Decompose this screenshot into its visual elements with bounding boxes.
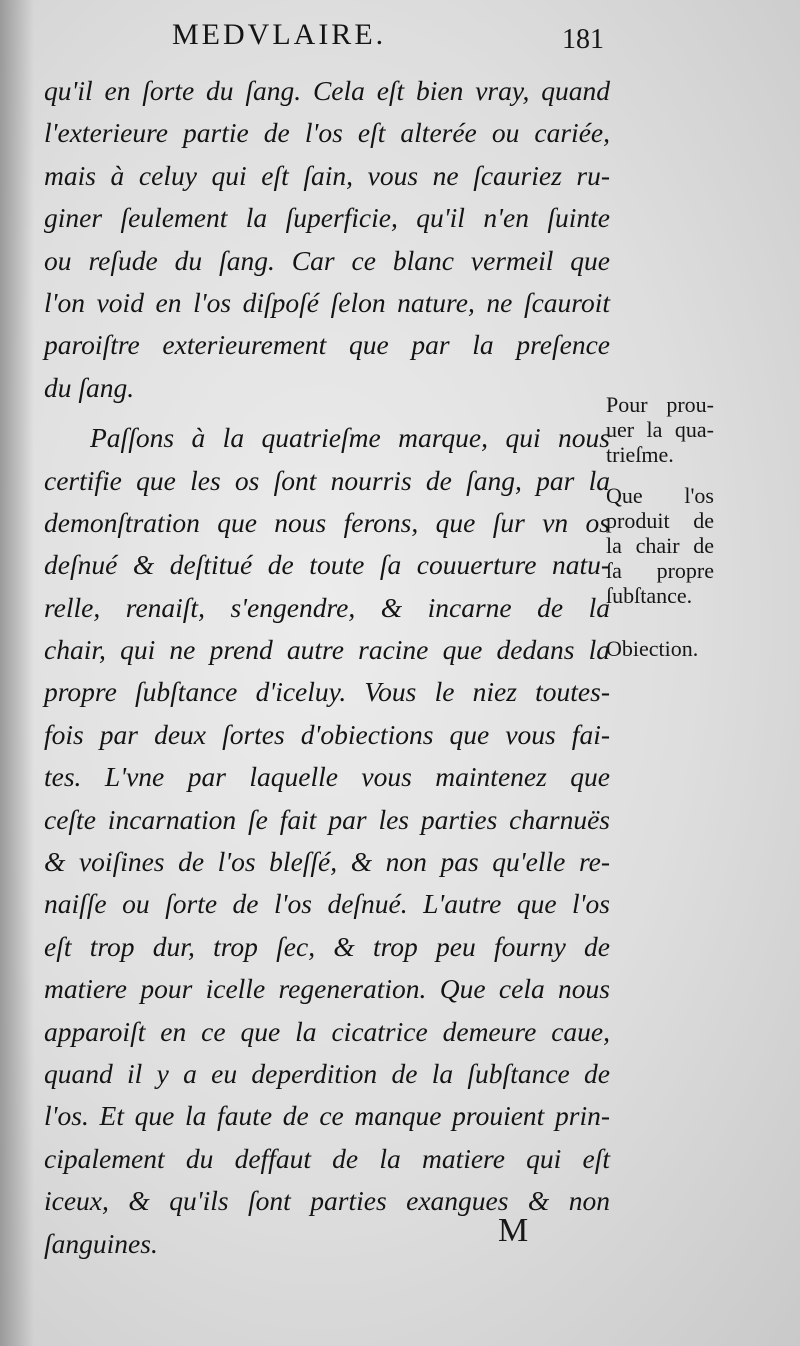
note-line: ſa propre: [606, 558, 714, 583]
text-line: l'on void en l'os diſpoſé ſelon nature, ne ſcauroit: [44, 286, 610, 318]
text-line: propre ſubſtance d'iceluy. Vous le niez toutes-: [44, 676, 610, 708]
note-line: Que l'os: [606, 483, 714, 508]
text-line: iceux, & qu'ils ſont parties exangues & non: [44, 1185, 610, 1217]
text-line: eſt trop dur, trop ſec, & trop peu fourny de: [44, 930, 610, 962]
marginal-note-1: [606, 392, 796, 467]
main-text: [44, 70, 610, 1265]
note-line: la chair de: [606, 533, 714, 558]
text-line: demonſtration que nous ferons, que ſur vn os: [44, 506, 610, 538]
text-line: ſanguines.: [44, 1227, 158, 1259]
catchword: M: [498, 1212, 529, 1249]
gutter-shadow: [0, 0, 34, 1346]
note-line: trieſme.: [606, 442, 674, 467]
text-line: apparoiſt en ce que la cicatrice demeure caue,: [44, 1015, 610, 1047]
text-line: deſnué & deſtitué de toute ſa couuerture natu-: [44, 549, 610, 581]
text-line: naiſſe ou ſorte de l'os deſnué. L'autre que l'os: [44, 888, 610, 920]
text-line: l'os. Et que la faute de ce manque prouient prin-: [44, 1100, 610, 1132]
text-line: fois par deux ſortes d'obiections que vous fai-: [44, 718, 610, 750]
marginal-notes: [606, 392, 796, 661]
text-line: paroiſtre exterieurement que par la preſence: [44, 329, 610, 361]
running-head: MEDVLAIRE.: [172, 18, 387, 51]
text-line: mais à celuy qui eſt ſain, vous ne ſcauriez ru-: [44, 159, 610, 191]
text-line: tes. L'vne par laquelle vous maintenez que: [44, 761, 610, 793]
text-line: cipalement du deffaut de la matiere qui eſt: [44, 1142, 610, 1174]
text-line: matiere pour icelle regeneration. Que cela nous: [44, 973, 610, 1005]
marginal-note-objection: Obiection.: [606, 636, 699, 661]
text-line: relle, renaiſt, s'engendre, & incarne de la: [44, 591, 610, 623]
text-line: l'exterieure partie de l'os eſt alterée ou cariée,: [44, 117, 610, 149]
page-header: [0, 18, 800, 68]
text-line: chair, qui ne prend autre racine que dedans la: [44, 634, 610, 666]
note-line: produit de: [606, 508, 714, 533]
note-line: Pour prou-: [606, 392, 714, 417]
text-line: giner ſeulement la ſuperficie, qu'il n'en ſuinte: [44, 202, 610, 234]
text-line: & voiſines de l'os bleſſé, & non pas qu'elle re-: [44, 846, 610, 878]
marginal-note-2: [606, 483, 796, 608]
text-line: Paſſons à la quatrieſme marque, qui nous: [90, 422, 610, 454]
text-line: quand il y a eu deperdition de la ſubſtance de: [44, 1057, 610, 1089]
text-line: qu'il en ſorte du ſang. Cela eſt bien vray, quand: [44, 75, 610, 106]
text-line: ou reſude du ſang. Car ce blanc vermeil que: [44, 244, 610, 276]
text-line: certifie que les os ſont nourris de ſang, par la: [44, 464, 610, 496]
note-line: ſubſtance.: [606, 583, 693, 608]
text-line: ceſte incarnation ſe fait par les parties charnuës: [44, 803, 610, 835]
text-line: du ſang.: [44, 371, 135, 403]
note-line: uer la qua-: [606, 417, 714, 442]
page-number: 181: [562, 24, 604, 55]
